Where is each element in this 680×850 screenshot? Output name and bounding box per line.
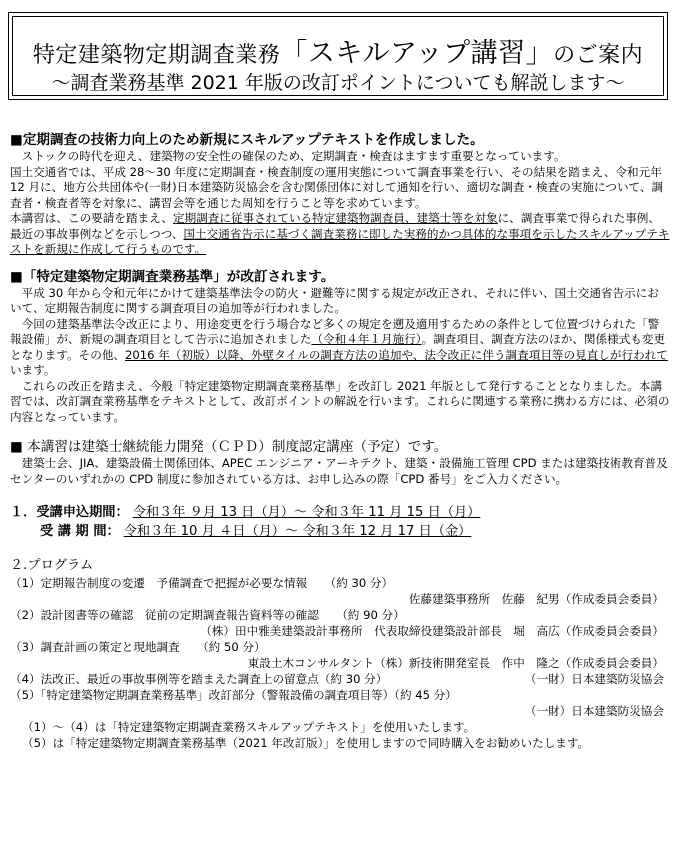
section2-heading: ■「特定建築物定期調査業務基準」が改訂されます。 xyxy=(10,268,335,285)
program-item-1: （1）定期報告制度の変遷 予備調査で把握が必要な情報 （約 30 分） xyxy=(10,576,394,590)
program-item-4-row xyxy=(10,671,670,687)
program-item-4: （4）法改正、最近の事故事例等を踏まえた調査上の留意点（約 30 分） xyxy=(10,672,388,686)
document-body xyxy=(10,132,670,751)
section1-para2: 国土交通省では、平成 28～30 年度に定期調査・検査制度の運用実態について調査事業を行い、その結果を踏まえ、令和元年 12 月に、地方公共団体や(一財)日本建築防災協会を含む関係団体に対して通知を行い、適切な調査・検査の実施について、調査者・検査者等を対象に、講習会等を通じた周知を行うこと等を求めています。 xyxy=(10,164,664,210)
program-item-3-lecturer: 東設土木コンサルタント（株）新技術開発室長 作中 隆之（作成委員会委員） xyxy=(247,656,664,670)
program-item-5: （5）「特定建築物定期調査業務基準」改訂部分（警報設備の調査項目等）（約 45 分） xyxy=(10,688,457,702)
section1-body xyxy=(10,149,670,258)
page-title xyxy=(13,31,663,70)
apply-period-value: 令和３年 ９月 13 日（月）～ 令和３年 11 月 15 日（月） xyxy=(132,505,481,520)
section2-para2-c: 。調査項目、調査方法のほか、関係様式も変更となります。その他、 xyxy=(10,332,666,362)
program-item-2: （2）設計図書等の確認 従前の定期調査報告資料等の確認 （約 90 分） xyxy=(10,608,405,622)
program-note-1: （1）～（4）は「特定建築物定期調査業務スキルアップテキスト」を使用いたします。 xyxy=(22,720,476,734)
program-list xyxy=(10,575,670,751)
section2-para1: 平成 30 年から令和元年にかけて建築基準法令の防火・避難等に関する規定が改正され、それに伴い、国土交通省告示において、定期報告制度に関する調査項目の追加等が行われました。 xyxy=(10,285,659,315)
course-period-label: 受 講 期 間： xyxy=(40,524,120,539)
course-period-value: 令和３年 10 月 ４日（月）～ 令和３年 12 月 17 日（金） xyxy=(123,524,472,539)
title-inner-frame xyxy=(12,16,664,96)
apply-period-label: １．受講申込期間： xyxy=(10,505,129,520)
title-box xyxy=(8,12,668,100)
section1-para1: ストックの時代を迎え、建築物の安全性の確保のため、定期調査・検査はますます重要となっています。 xyxy=(21,149,566,163)
title-main: 「スキルアップ講習」 xyxy=(280,38,554,69)
section2-para3: これらの改正を踏まえ、今般「特定建築物定期調査業務基準」を改訂し 2021 年版として発行することとなりました。本講習では、改訂調査業務基準をテキストとして、改訂ポイントの解説を行います。これらに関連する業務に携わる方には、必須の内容となっています。 xyxy=(10,378,670,424)
section2-para2 xyxy=(10,317,670,379)
page-subtitle: ～調査業務基準 2021 年版の改訂ポイントについても解説します～ xyxy=(51,72,625,94)
section2-para2-a: 今回の建築基準法令改正により、用途変更を行う場合など多くの規定を遡及適用するための条件として位置づけられた「警報設備」が、新規の調査項目として告示に追加されました xyxy=(10,316,660,346)
section1-para3 xyxy=(10,211,670,258)
program-item-2-lecturer: （株）田中雅美建築設計事務所 代表取締役建築設計部長 堀 高広（作成委員会委員） xyxy=(200,624,664,638)
section2-para2-e: います。 xyxy=(10,363,56,377)
program-item-3: （3）調査計画の策定と現地調査 （約 50 分） xyxy=(10,640,266,654)
section2-body xyxy=(10,286,670,426)
section1-heading: ■定期調査の技術力向上のため新規にスキルアップテキストを作成しました。 xyxy=(10,132,484,148)
section2-para2-date: （令和４年１月施行） xyxy=(311,332,422,346)
program-item-4-lecturer: （一財）日本建築防災協会 xyxy=(524,672,664,686)
section1-para3-c: に、調査事業で得られた事例、最近の事故事例などを示しつつ、 xyxy=(10,211,660,241)
section1-para3-target: 定期調査に従事されている特定建築物調査員、建築士等を対象 xyxy=(173,211,498,225)
course-period-row xyxy=(10,522,670,541)
section3-para1: 建築士会、JIA、建築設備士関係団体、APEC エンジニア・アーキテクト、建築・設備施工管理 CPD または建築技術教育普及センターのいずれかの CPD 制度に参加されている方は、お申し込みの際「CPD 番号」をご入力ください。 xyxy=(10,456,668,486)
program-heading: ２.プログラム xyxy=(10,558,94,573)
program-note-2: （5）は「特定建築物定期調査業務基準（2021 年改訂版）」を使用しますので同時購入をお勧めいたします。 xyxy=(22,736,590,750)
title-prefix: 特定建築物定期調査業務 xyxy=(32,43,281,68)
program-item-1-lecturer: 佐藤建築事務所 佐藤 紀男（作成委員会委員） xyxy=(408,592,664,606)
section3-heading: ■ 本講習は建築士継続能力開発（ＣＰＤ）制度認定講座（予定）です。 xyxy=(10,439,448,455)
title-suffix: のご案内 xyxy=(553,43,644,68)
apply-period-row xyxy=(10,503,670,522)
section1-para3-a: 本講習は、この要請を踏まえ、 xyxy=(10,211,174,225)
section1-para3-purpose: 国土交通省告示に基づく調査業務に即した実務的かつ具体的な事項を示したスキルアップテキストを新規に作成して行うものです。 xyxy=(10,226,670,256)
section2-para2-revision: 2016 年（初版）以降、外壁タイルの調査方法の追加や、法令改正に伴う調査項目等の見直しが行われて xyxy=(125,347,668,362)
section3-body xyxy=(10,456,670,487)
program-item-5-lecturer: （一財）日本建築防災協会 xyxy=(524,704,664,718)
